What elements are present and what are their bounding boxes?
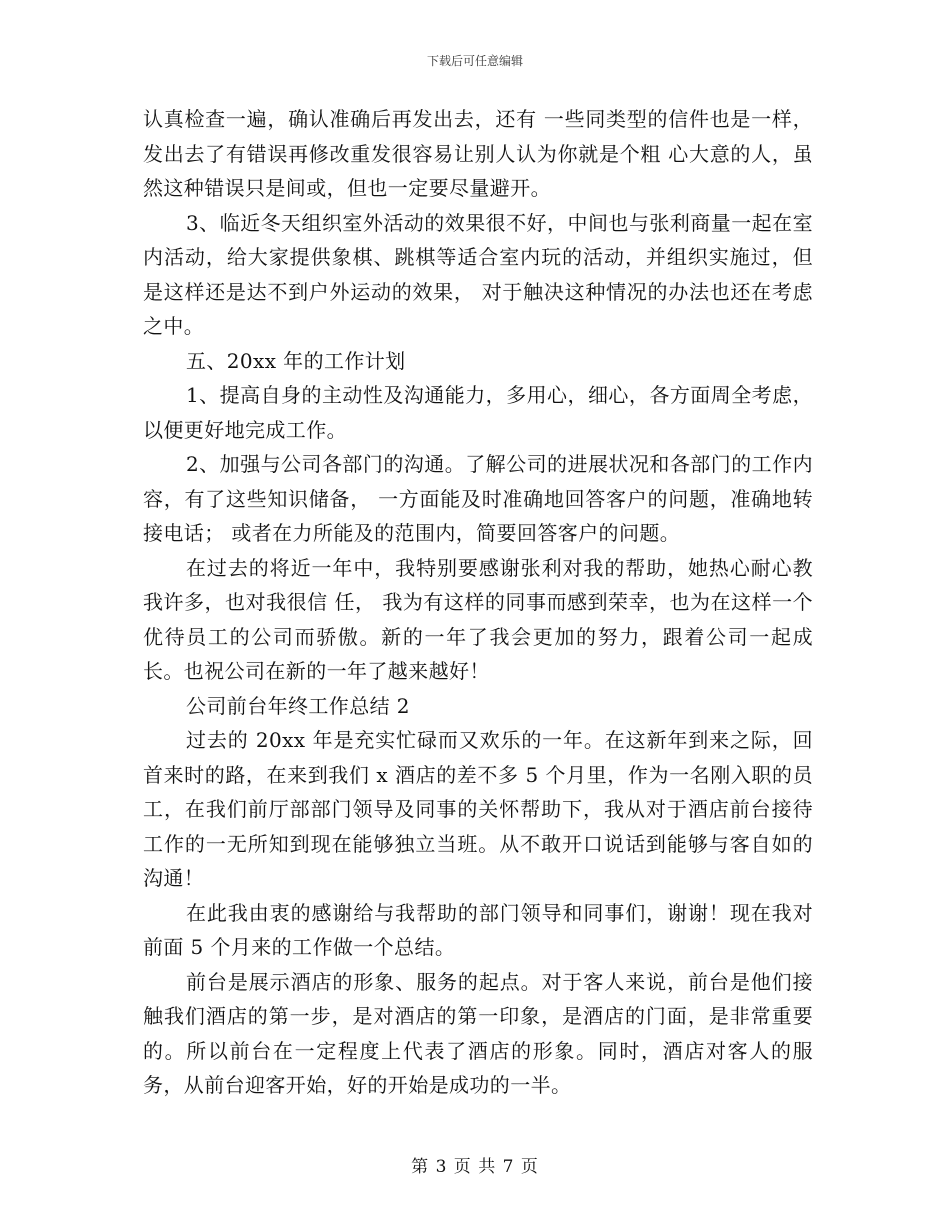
- paragraph-plan-item-2: 2、加强与公司各部门的沟通。了解公司的进展状况和各部门的工作内容，有了这些知识储备， 一方面能及时准确地回答客户的问题，准确地转接电话； 或者在力所能及的范围内，简要回答客户的问题。: [143, 452, 813, 545]
- section-heading-plan: 五、20xx 年的工作计划: [186, 348, 406, 373]
- paragraph-front-desk: 前台是展示酒店的形象、服务的起点。对于客人来说，前台是他们接触我们酒店的第一步，是对酒店的第一印象，是酒店的门面，是非常重要的。所以前台在一定程度上代表了酒店的形象。同时，酒店对客人的服务，从前台迎客开始，好的开始是成功的一半。: [143, 969, 813, 1097]
- paragraph-continuation: 认真检查一遍，确认准确后再发出去，还有 一些同类型的信件也是一样，发出去了有错误再修改重发很容易让别人认为你就是个粗 心大意的人，虽然这种错误只是间或，但也一定要尽量避开。: [143, 107, 813, 200]
- page-number: 第 3 页 共 7 页: [411, 1157, 539, 1177]
- paragraph-summary-thanks: 在此我由衷的感谢给与我帮助的部门领导和同事们，谢谢！现在我对前面 5 个月来的工作做一个总结。: [143, 900, 813, 959]
- paragraph-item-3: 3、临近冬天组织室外活动的效果很不好，中间也与张利商量一起在室内活动，给大家提供象棋、跳棋等适合室内玩的活动，并组织实施过，但是这样还是达不到户外运动的效果， 对于触决这种情况的办法也还在考虑之中。: [143, 210, 813, 338]
- paragraph-thanks: 在过去的将近一年中，我特别要感谢张利对我的帮助，她热心耐心教我许多，也对我很信 任， 我为有这样的同事而感到荣幸，也为在这样一个优待员工的公司而骄傲。新的一年了我会更加的努力，跟着公司一起成长。也祝公司在新的一年了越来越好！: [143, 555, 813, 683]
- paragraph-plan-item-1: 1、提高自身的主动性及沟通能力，多用心，细心，各方面周全考虑，以便更好地完成工作。: [143, 383, 813, 442]
- document-body: [143, 102, 813, 1103]
- page-header: 下载后可任意编辑: [426, 54, 523, 68]
- paragraph-summary-intro: 过去的 20xx 年是充实忙碌而又欢乐的一年。在这新年到来之际，回首来时的路，在来到我们 x 酒店的差不多 5 个月里，作为一名刚入职的员工，在我们前厅部部门领导及同事的关怀帮助下，我从对于酒店前台接待工作的一无所知到现在能够独立当班。从不敢开口说话到能够与客自如的沟通！: [143, 728, 813, 890]
- section-heading-summary-2: 公司前台年终工作总结 2: [186, 693, 410, 718]
